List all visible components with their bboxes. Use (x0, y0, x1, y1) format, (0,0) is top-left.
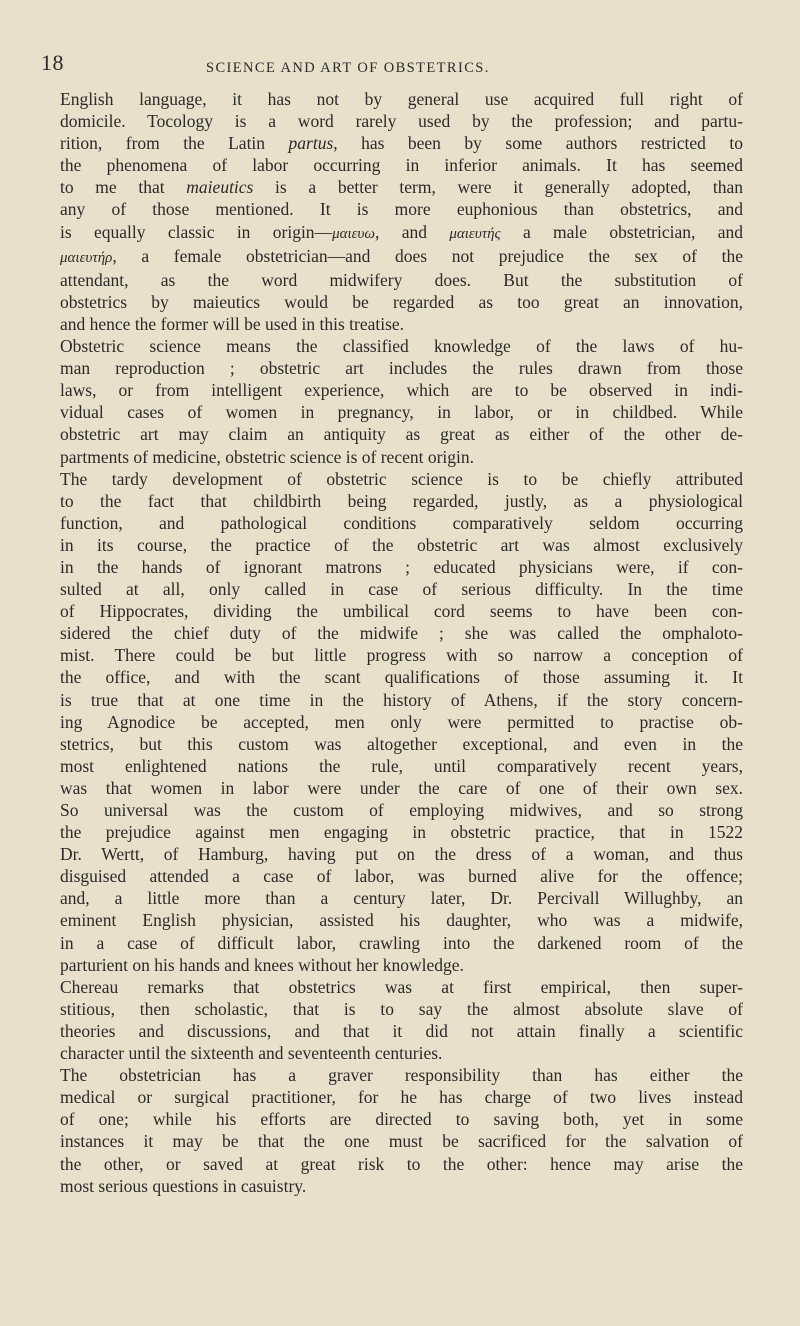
text-segment: , a female obstetrician—and does not prejudice the sex of the (112, 245, 743, 266)
text-line: the phenomena of labor occurring in inferior animals. It has seemed (60, 155, 743, 176)
text-line: instances it may be that the one must be sacrificed for the salvation of (60, 1131, 743, 1152)
text-line: The tardy development of obstetric science is to be chiefly attributed (60, 468, 743, 489)
text-line: is true that at one time in the history of Athens, if the story concern- (60, 689, 743, 710)
text-line: man reproduction ; obstetric art includes the rules drawn from those (60, 358, 743, 379)
text-segment: is equally classic in origin— (60, 221, 333, 242)
text-line: medical or surgical practitioner, for he has charge of two lives instead (60, 1087, 743, 1108)
text-line: theories and discussions, and that it did not attain finally a scientific (60, 1020, 743, 1041)
text-line: most enlightened nations the rule, until comparatively recent years, (60, 755, 743, 776)
text-line: and, a little more than a century later, Dr. Percivall Willughby, an (60, 888, 743, 909)
text-line: obstetric art may claim an antiquity as great as either of the other de- (60, 424, 743, 445)
page-header (41, 50, 742, 80)
running-head: SCIENCE AND ART OF OBSTETRICS. (206, 60, 490, 76)
text-line: function, and pathological conditions comparatively seldom occurring (60, 512, 743, 533)
text-line: ing Agnodice be accepted, men only were permitted to practise ob- (60, 711, 743, 732)
text-line (60, 176, 743, 198)
text-line: of Hippocrates, dividing the umbilical cord seems to have been con- (60, 601, 743, 622)
text-line: Chereau remarks that obstetrics was at first empirical, then super- (60, 976, 743, 997)
text-line: character until the sixteenth and seventeenth centuries. (60, 1043, 443, 1064)
text-line: stitious, then scholastic, that is to say the almost absolute slave of (60, 998, 743, 1019)
text-segment: , and (375, 221, 450, 242)
greek-word: μαιευτήρ (60, 249, 113, 266)
text-line: obstetrics by maieutics would be regarded as too great an innovation, (60, 291, 743, 312)
text-line: sidered the chief duty of the midwife ; she was called the omphaloto- (60, 623, 743, 644)
text-line: in the hands of ignorant matrons ; educated physicians were, if con- (60, 556, 743, 577)
italic-term: partus (288, 133, 334, 154)
text-line: partments of medicine, obstetric science is of recent origin. (60, 446, 475, 467)
text-line: the office, and with the scant qualifications of those assuming it. It (60, 667, 743, 688)
text-line: any of those mentioned. It is more euphonious than obstetrics, and (60, 199, 743, 220)
text-line: to the fact that childbirth being regarded, justly, as a physiological (60, 490, 743, 511)
text-line: English language, it has not by general use acquired full right of (60, 89, 743, 109)
text-line: in a case of difficult labor, crawling into the darkened room of the (60, 932, 743, 953)
text-line: attendant, as the word midwifery does. But the substitution of (60, 269, 743, 290)
text-line (60, 132, 743, 154)
text-segment: rition, from the Latin (60, 133, 289, 154)
body-text (60, 88, 743, 1197)
italic-term: maieutics (186, 177, 254, 198)
text-line: mist. There could be but little progress with so narrow a conception of (60, 645, 743, 666)
text-line (60, 221, 743, 245)
text-segment: is a better term, were it generally adopted, than (253, 177, 744, 198)
greek-word: μαιευτής (449, 225, 501, 242)
greek-word: μαιευω (332, 225, 376, 242)
text-line: and hence the former will be used in this treatise. (60, 313, 405, 334)
text-line: was that women in labor were under the care of one of their own sex. (60, 777, 743, 798)
text-line: So universal was the custom of employing midwives, and so strong (60, 800, 743, 820)
text-line: laws, or from intelligent experience, which are to be observed in indi- (60, 380, 743, 401)
text-line: Obstetric science means the classified knowledge of the laws of hu- (60, 336, 743, 357)
text-segment: , has been by some authors restricted to (333, 133, 743, 154)
text-line: stetrics, but this custom was altogether exceptional, and even in the (60, 733, 743, 754)
text-segment: to me that (60, 177, 187, 198)
text-line: eminent English physician, assisted his daughter, who was a midwife, (60, 910, 743, 931)
text-line: domicile. Tocology is a word rarely used by the profession; and partu- (60, 111, 743, 132)
text-segment: a male obstetrician, and (500, 221, 743, 242)
text-line: sulted at all, only called in case of serious difficulty. In the time (60, 579, 743, 600)
text-line (60, 245, 743, 269)
text-line: of one; while his efforts are directed to saving both, yet in some (60, 1109, 743, 1130)
text-line: parturient on his hands and knees without her knowledge. (60, 954, 464, 975)
text-line: disguised attended a case of labor, was burned alive for the offence; (60, 866, 743, 887)
text-line: Dr. Wertt, of Hamburg, having put on the dress of a woman, and thus (60, 844, 743, 865)
text-line: vidual cases of women in pregnancy, in labor, or in childbed. While (60, 402, 743, 423)
text-line: The obstetrician has a graver responsibility than has either the (60, 1065, 743, 1086)
text-line: the prejudice against men engaging in obstetric practice, that in 1522 (60, 822, 743, 843)
text-line: most serious questions in casuistry. (60, 1175, 307, 1196)
page-number: 18 (41, 50, 64, 75)
text-line: in its course, the practice of the obstetric art was almost exclusively (60, 534, 743, 555)
text-line: the other, or saved at great risk to the other: hence may arise the (60, 1153, 743, 1174)
